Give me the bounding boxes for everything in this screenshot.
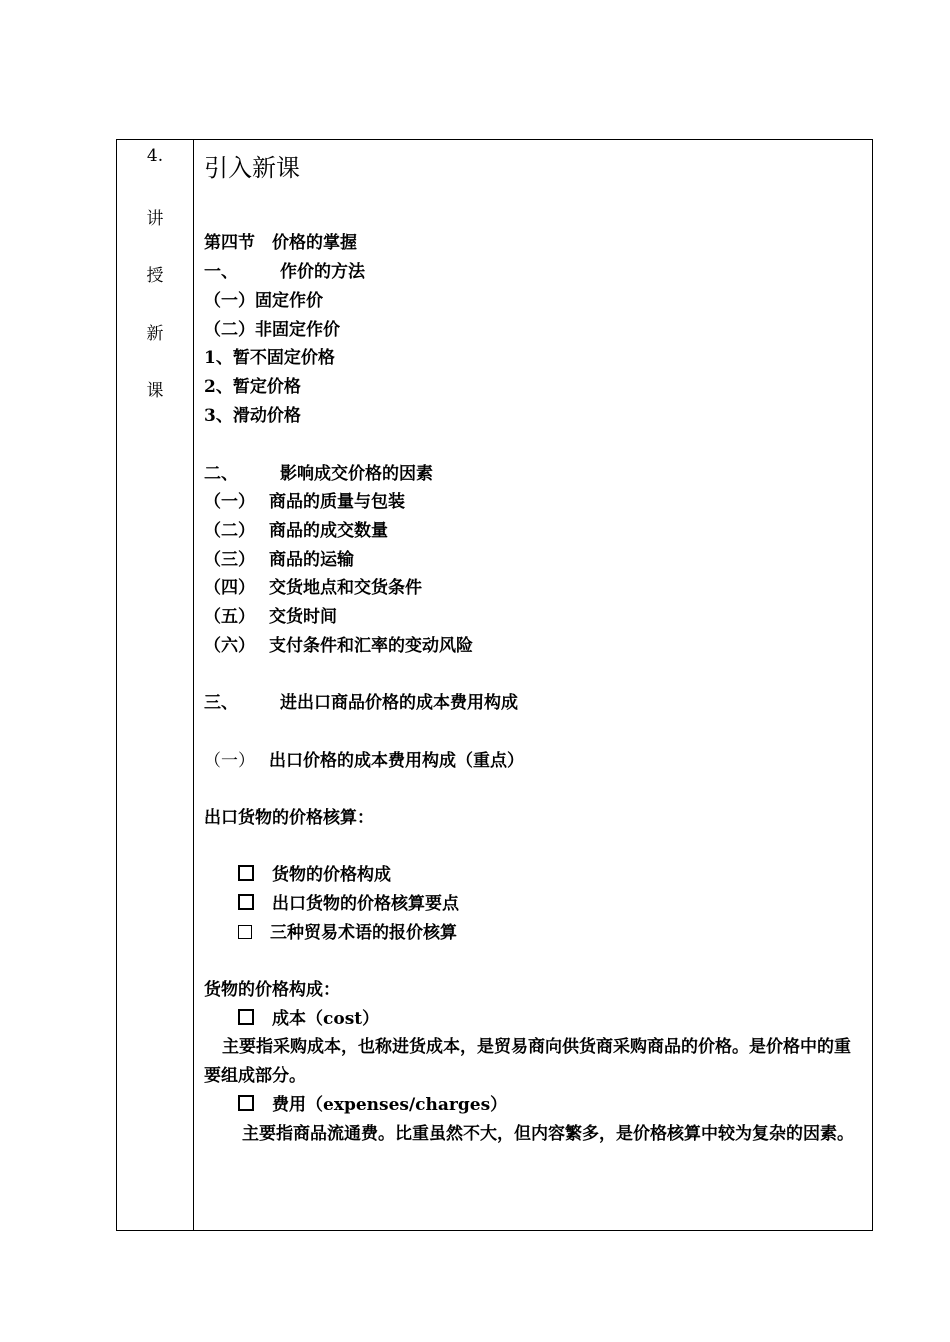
expense-description: 主要指商品流通费。比重虽然不大，但内容繁多，是价格核算中较为复杂的因素。 bbox=[242, 1124, 854, 1144]
cost-item-label: 成本（cost） bbox=[272, 1009, 380, 1029]
price-composition-heading: 货物的价格构成： bbox=[204, 980, 340, 1000]
item-marker: （五） bbox=[204, 607, 255, 627]
bullet-text: 三种贸易术语的报价核算 bbox=[270, 923, 457, 943]
item-marker: （六） bbox=[204, 636, 255, 656]
export-accounting-heading: 出口货物的价格核算： bbox=[204, 808, 374, 828]
left-char: 新 bbox=[146, 324, 164, 344]
checkbox-icon bbox=[238, 894, 254, 910]
export-bullet bbox=[238, 922, 457, 944]
part2-item bbox=[204, 577, 422, 599]
checkbox-icon bbox=[238, 1009, 254, 1025]
part2-heading bbox=[204, 463, 433, 485]
part1-item: 1、暂不固定价格 bbox=[204, 348, 335, 368]
part3-heading bbox=[204, 692, 518, 714]
part2-item bbox=[204, 549, 354, 571]
section-heading: 第四节 价格的掌握 bbox=[204, 233, 357, 253]
part1-item: （一）固定作价 bbox=[204, 291, 323, 311]
left-char: 课 bbox=[146, 381, 164, 401]
export-bullet bbox=[238, 893, 459, 915]
part2-title: 影响成交价格的因素 bbox=[280, 464, 433, 484]
item-text: 商品的运输 bbox=[269, 550, 354, 570]
part3-marker: 三、 bbox=[204, 693, 238, 713]
left-char: 讲 bbox=[146, 209, 164, 229]
bullet-text: 出口货物的价格核算要点 bbox=[272, 894, 459, 914]
part3-sub-marker: （一） bbox=[204, 751, 255, 771]
part1-item: 2、暂定价格 bbox=[204, 377, 301, 397]
part2-item bbox=[204, 520, 388, 542]
item-marker: （四） bbox=[204, 578, 255, 598]
left-column bbox=[117, 140, 193, 1230]
lesson-table bbox=[116, 139, 873, 1231]
item-text: 商品的成交数量 bbox=[269, 521, 388, 541]
part1-item: 3、滑动价格 bbox=[204, 406, 301, 426]
part3-sub-title: 出口价格的成本费用构成（重点） bbox=[269, 751, 524, 771]
item-marker: （二） bbox=[204, 521, 255, 541]
cost-item bbox=[238, 1008, 379, 1030]
part1-item: （二）非固定作价 bbox=[204, 320, 340, 340]
export-bullet bbox=[238, 864, 391, 886]
bullet-text: 货物的价格构成 bbox=[272, 865, 391, 885]
column-divider bbox=[193, 140, 194, 1230]
item-text: 支付条件和汇率的变动风险 bbox=[269, 636, 473, 656]
item-marker: （三） bbox=[204, 550, 255, 570]
section-number: 4. bbox=[146, 146, 164, 166]
item-text: 交货地点和交货条件 bbox=[269, 578, 422, 598]
expense-item bbox=[238, 1094, 507, 1116]
checkbox-icon bbox=[238, 1095, 254, 1111]
part1-marker: 一、 bbox=[204, 262, 238, 282]
expense-item-label: 费用（expenses/charges） bbox=[272, 1095, 508, 1115]
part2-marker: 二、 bbox=[204, 464, 238, 484]
cost-description: 主要指采购成本，也称进货成本，是贸易商向供货商采购商品的价格。是价格中的重要组成部分。 bbox=[204, 1037, 851, 1086]
item-text: 商品的质量与包装 bbox=[269, 492, 405, 512]
item-text: 交货时间 bbox=[269, 607, 337, 627]
part2-item bbox=[204, 635, 473, 657]
intro-title: 引入新课 bbox=[204, 154, 300, 182]
part3-subheading bbox=[204, 750, 524, 772]
part3-title: 进出口商品价格的成本费用构成 bbox=[280, 693, 518, 713]
checkbox-icon bbox=[238, 925, 252, 939]
part1-heading bbox=[204, 261, 365, 283]
left-char: 授 bbox=[146, 266, 164, 286]
checkbox-icon bbox=[238, 865, 254, 881]
part1-title: 作价的方法 bbox=[280, 262, 365, 282]
part2-item bbox=[204, 606, 337, 628]
item-marker: （一） bbox=[204, 492, 255, 512]
part2-item bbox=[204, 491, 405, 513]
